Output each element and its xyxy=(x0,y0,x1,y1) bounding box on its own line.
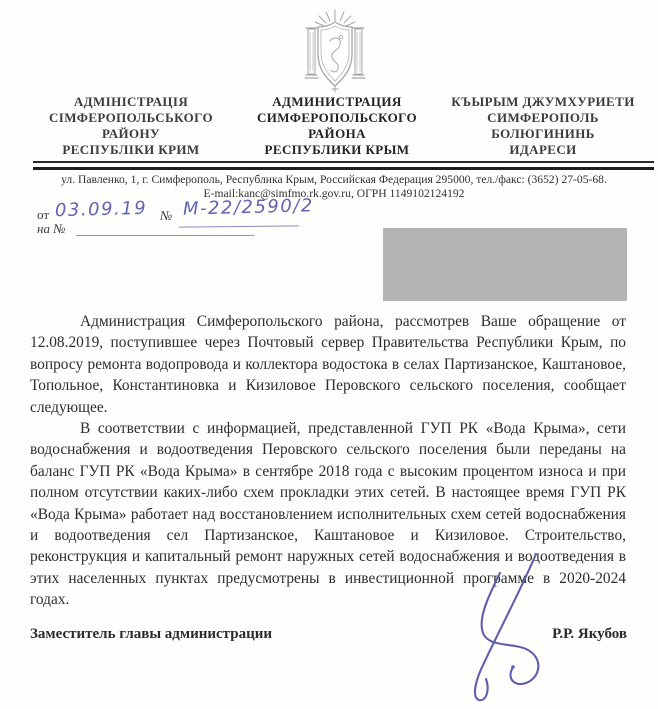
signature-block xyxy=(30,626,627,643)
address-line-2: E-mail:kanc@simfmo.rk.gov.ru, ОГРН 1149102124192 xyxy=(203,186,465,200)
date-label: от xyxy=(37,207,50,222)
letterhead-org-names xyxy=(28,94,646,158)
org-name-russian xyxy=(234,94,440,158)
number-underline xyxy=(179,225,299,227)
body-paragraph-1: Администрация Симферопольского района, рассмотрев Ваше обращение от 12.08.2019, поступившее через Почтовый сервер Правительства Республики Крым, по вопросу ремонта водопровода и коллектора водостока в селах Партизанское, Каштановое, Топольное, Константиновка и Кизиловое Перовского сельского поселения, сообщает следующее. xyxy=(30,313,626,416)
letter-body xyxy=(30,311,626,611)
number-label: № xyxy=(160,208,173,223)
org-line: СІМФЕРОПОЛЬСЬКОГО xyxy=(49,110,213,125)
letterhead-address xyxy=(30,173,638,200)
letterhead-divider-rule xyxy=(33,161,654,170)
org-line: ИДАРЕСИ xyxy=(509,142,577,157)
org-line: РАЙОНУ xyxy=(102,126,160,141)
handwritten-outgoing-number: М-22/2590/2 xyxy=(182,195,315,220)
org-line: БОЛЮГИНИНЬ xyxy=(491,126,595,141)
redaction-box xyxy=(383,228,627,301)
org-line: АДМИНИСТРАЦИЯ xyxy=(272,94,402,109)
body-paragraph-2: В соответствии с информацией, представленной ГУП РК «Вода Крыма», сети водоснабжения и водоотведения Перовского сельского поселения были переданы на баланс ГУП РК «Вода Крыма» в сентябре 2018 года с высоким процентом износа и при полном отсутствии каких-либо схем прокладки этих сетей. В настоящее время ГУП РК «Вода Крыма» работает над восстановлением исполнительных схем сетей водоснабжения и водоотведения сел Партизанское, Каштановое и Кизиловое. Строительство, реконструкция и капитальный ремонт наружных сетей водоснабжения и водоотведения в этих населенных пунктах предусмотрены в инвестиционной программе в 2020-2024 годах. xyxy=(30,420,626,609)
org-line: РАЙОНА xyxy=(308,126,366,141)
signer-name: Р.Р. Якубов xyxy=(552,626,627,642)
reply-number-underline xyxy=(76,235,254,236)
org-name-ukrainian xyxy=(28,94,234,158)
org-line: СИМФЕРОПОЛЬСКОГО xyxy=(256,110,417,125)
org-name-crimean-tatar xyxy=(440,94,646,158)
address-line-1: ул. Павленко, 1, г. Симферополь, Республика Крым, Российская Федерация 295000, тел./факс: (3652) 27-05-68. xyxy=(61,173,607,186)
org-line: АДМІНІСТРАЦІЯ xyxy=(73,94,189,109)
org-line: РЕСПУБЛИКИ КРЫМ xyxy=(264,142,410,157)
signer-position-title: Заместитель главы администрации xyxy=(30,626,273,642)
org-line: РЕСПУБЛІКИ КРИМ xyxy=(62,142,200,157)
coat-of-arms-icon xyxy=(300,8,370,94)
org-line: КЪЫРЫМ ДЖУМХУРИЕТИ xyxy=(451,94,635,109)
letterhead-emblem xyxy=(0,8,658,99)
org-line: СИМФЕРОПОЛЬ xyxy=(487,110,599,125)
handwritten-date: 03.09.19 xyxy=(54,197,148,222)
reply-to-label: на № xyxy=(37,221,66,236)
